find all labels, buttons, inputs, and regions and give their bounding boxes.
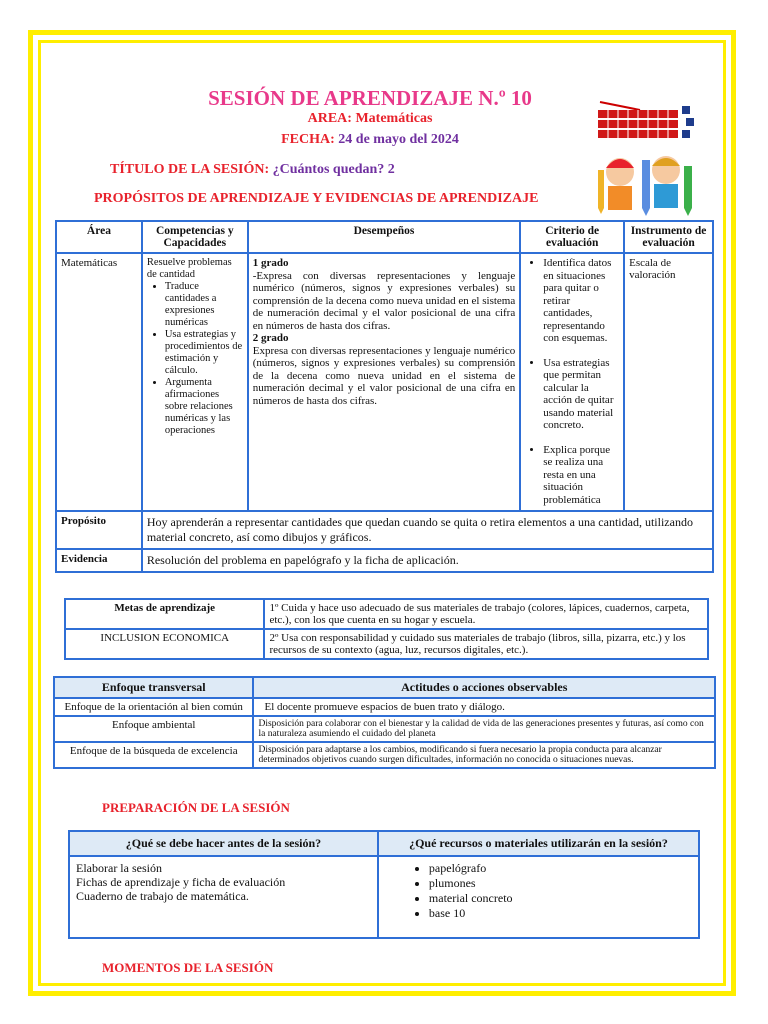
area-cell: Matemáticas bbox=[56, 253, 142, 511]
header-competencias: Competencias y Capacidades bbox=[142, 221, 248, 253]
recurso-item: • material concreto bbox=[429, 891, 692, 906]
fecha-label: FECHA: bbox=[281, 132, 335, 147]
criterio-cell bbox=[520, 253, 624, 511]
titulo-label: TÍTULO DE LA SESIÓN: bbox=[110, 162, 270, 177]
enfoque-row bbox=[54, 698, 715, 716]
metas-row-1 bbox=[65, 599, 708, 629]
capacidades-list bbox=[147, 281, 243, 437]
recurso-item: • base 10 bbox=[429, 906, 692, 921]
proposito-text: Hoy aprenderán a representar cantidades que quedan cuando se quita o retira elementos a una cantidad, utilizando material concreto, así como dibujos y gráficos. bbox=[142, 511, 713, 549]
actitud-cell: Disposición para adaptarse a los cambios, modificando si fuera necesario la propia conducta para alcanzar determinados objetivos cuando surgen dificultades, información no conocida o situaciones nuevas. bbox=[253, 742, 715, 768]
recursos-list bbox=[385, 861, 692, 921]
meta-1: 1º Cuida y hace uso adecuado de sus materiales de trabajo (colores, lápices, cuadernos, carpeta, etc.), con los que cuenta en su hogar y escuela. bbox=[264, 599, 708, 629]
evidencia-text: Resolución del problema en papelógrafo y la ficha de aplicación. bbox=[142, 549, 713, 572]
main-table-content-row bbox=[56, 253, 713, 511]
preparacion-content-row bbox=[69, 856, 699, 938]
competencias-cell bbox=[142, 253, 248, 511]
enfoque-cell: Enfoque ambiental bbox=[54, 716, 253, 742]
proposito-row bbox=[56, 511, 713, 549]
preparacion-heading: PREPARACIÓN DE LA SESIÓN bbox=[102, 800, 290, 815]
main-table bbox=[55, 220, 714, 573]
instrumento-cell: Escala de valoración bbox=[624, 253, 713, 511]
titulo-value: ¿Cuántos quedan? 2 bbox=[272, 162, 395, 177]
capacidad-item: • Traduce cantidades a expresiones numéricas bbox=[165, 281, 243, 329]
enfoque-row bbox=[54, 716, 715, 742]
competencia-text: Resuelve problemas de cantidad bbox=[146, 257, 232, 280]
meta-2: 2º Usa con responsabilidad y cuidado sus materiales de trabajo (libros, silla, pizarra, etc.) y los recursos de su contexto (agua, luz, recursos digitales, etc.). bbox=[264, 629, 708, 659]
header-desempenos: Desempeños bbox=[248, 221, 521, 253]
preparacion-header-row bbox=[69, 831, 699, 856]
titulo-line bbox=[110, 162, 395, 178]
antes-item: Cuaderno de trabajo de matemática. bbox=[76, 889, 249, 903]
area-line bbox=[150, 111, 590, 127]
evidencia-row bbox=[56, 549, 713, 572]
area-label: AREA: bbox=[307, 111, 352, 126]
desempenos-cell bbox=[248, 253, 521, 511]
grado1-text: -Expresa con diversas representaciones y lenguaje numérico (números, signos y expresiones verbales) su comprensión de la decena como nueva unidad en el sistema de numeración decimal y el valor posicional de una cifra en números de hasta dos cifras. bbox=[252, 269, 516, 332]
actitud-cell: El docente promueve espacios de buen trato y diálogo. bbox=[253, 698, 715, 716]
header-recursos: ¿Qué recursos o materiales utilizarán en la sesión? bbox=[378, 831, 699, 856]
antes-cell bbox=[69, 856, 378, 938]
fecha-value: 24 de mayo del 2024 bbox=[338, 132, 459, 147]
enfoque-cell: Enfoque de la orientación al bien común bbox=[54, 698, 253, 716]
metas-label: Metas de aprendizaje bbox=[65, 599, 264, 629]
enfoque-row bbox=[54, 742, 715, 768]
header-actitudes: Actitudes o acciones observables bbox=[253, 677, 715, 698]
header-area: Área bbox=[56, 221, 142, 253]
preparacion-table bbox=[68, 830, 700, 939]
area-value: Matemáticas bbox=[355, 111, 433, 126]
session-title: SESIÓN DE APRENDIZAJE N.º 10 bbox=[208, 86, 532, 110]
metas-table bbox=[64, 598, 709, 660]
criterio-item: • Usa estrategias que permitan calcular la acción de quitar usando material concreto. bbox=[543, 357, 619, 432]
fecha-line bbox=[150, 132, 590, 148]
momentos-heading: MOMENTOS DE LA SESIÓN bbox=[102, 960, 274, 975]
criterio-item: • Explica porque se realiza una resta en una situación problemática bbox=[543, 444, 619, 507]
enfoque-table bbox=[53, 676, 716, 769]
proposito-label: Propósito bbox=[56, 511, 142, 549]
main-table-header-row bbox=[56, 221, 713, 253]
children-pencils-illustration bbox=[596, 100, 700, 218]
header-instrumento: Instrumento de evaluación bbox=[624, 221, 713, 253]
recurso-item: • plumones bbox=[429, 876, 692, 891]
metas-sublabel: INCLUSION ECONOMICA bbox=[65, 629, 264, 659]
grado1-label: 1 grado bbox=[252, 257, 289, 269]
actitud-cell: Disposición para colaborar con el bienestar y la calidad de vida de las generaciones presentes y futuras, así como con la naturaleza asumiendo el cuidado del planeta bbox=[253, 716, 715, 742]
capacidad-item: • Usa estrategias y procedimientos de estimación y cálculo. bbox=[165, 329, 243, 377]
metas-row-2 bbox=[65, 629, 708, 659]
header-criterio: Criterio de evaluación bbox=[520, 221, 624, 253]
grado2-text: Expresa con diversas representaciones y lenguaje numérico (números, signos y expresiones verbales) su comprensión de la decena como nueva unidad en el sistema de numeración decimal y el valor posicional de una cifra en números de hasta dos cifras. bbox=[252, 344, 516, 407]
recurso-item: • papelógrafo bbox=[429, 861, 692, 876]
header-enfoque: Enfoque transversal bbox=[54, 677, 253, 698]
criterio-item: • Identifica datos en situaciones para quitar o retirar cantidades, representando con esquemas. bbox=[543, 257, 619, 345]
criterios-list bbox=[525, 257, 619, 506]
enfoque-header-row bbox=[54, 677, 715, 698]
grado2-label: 2 grado bbox=[252, 332, 289, 344]
enfoque-cell: Enfoque de la búsqueda de excelencia bbox=[54, 742, 253, 768]
capacidad-item: • Argumenta afirmaciones sobre relaciones numéricas y las operaciones bbox=[165, 377, 243, 437]
evidencia-label: Evidencia bbox=[56, 549, 142, 572]
antes-item: Fichas de aprendizaje y ficha de evaluación bbox=[76, 875, 286, 889]
header-antes: ¿Qué se debe hacer antes de la sesión? bbox=[69, 831, 378, 856]
propositos-heading: PROPÓSITOS DE APRENDIZAJE Y EVIDENCIAS DE APRENDIZAJE bbox=[94, 191, 539, 206]
recursos-cell bbox=[378, 856, 699, 938]
antes-item: Elaborar la sesión bbox=[76, 861, 162, 875]
